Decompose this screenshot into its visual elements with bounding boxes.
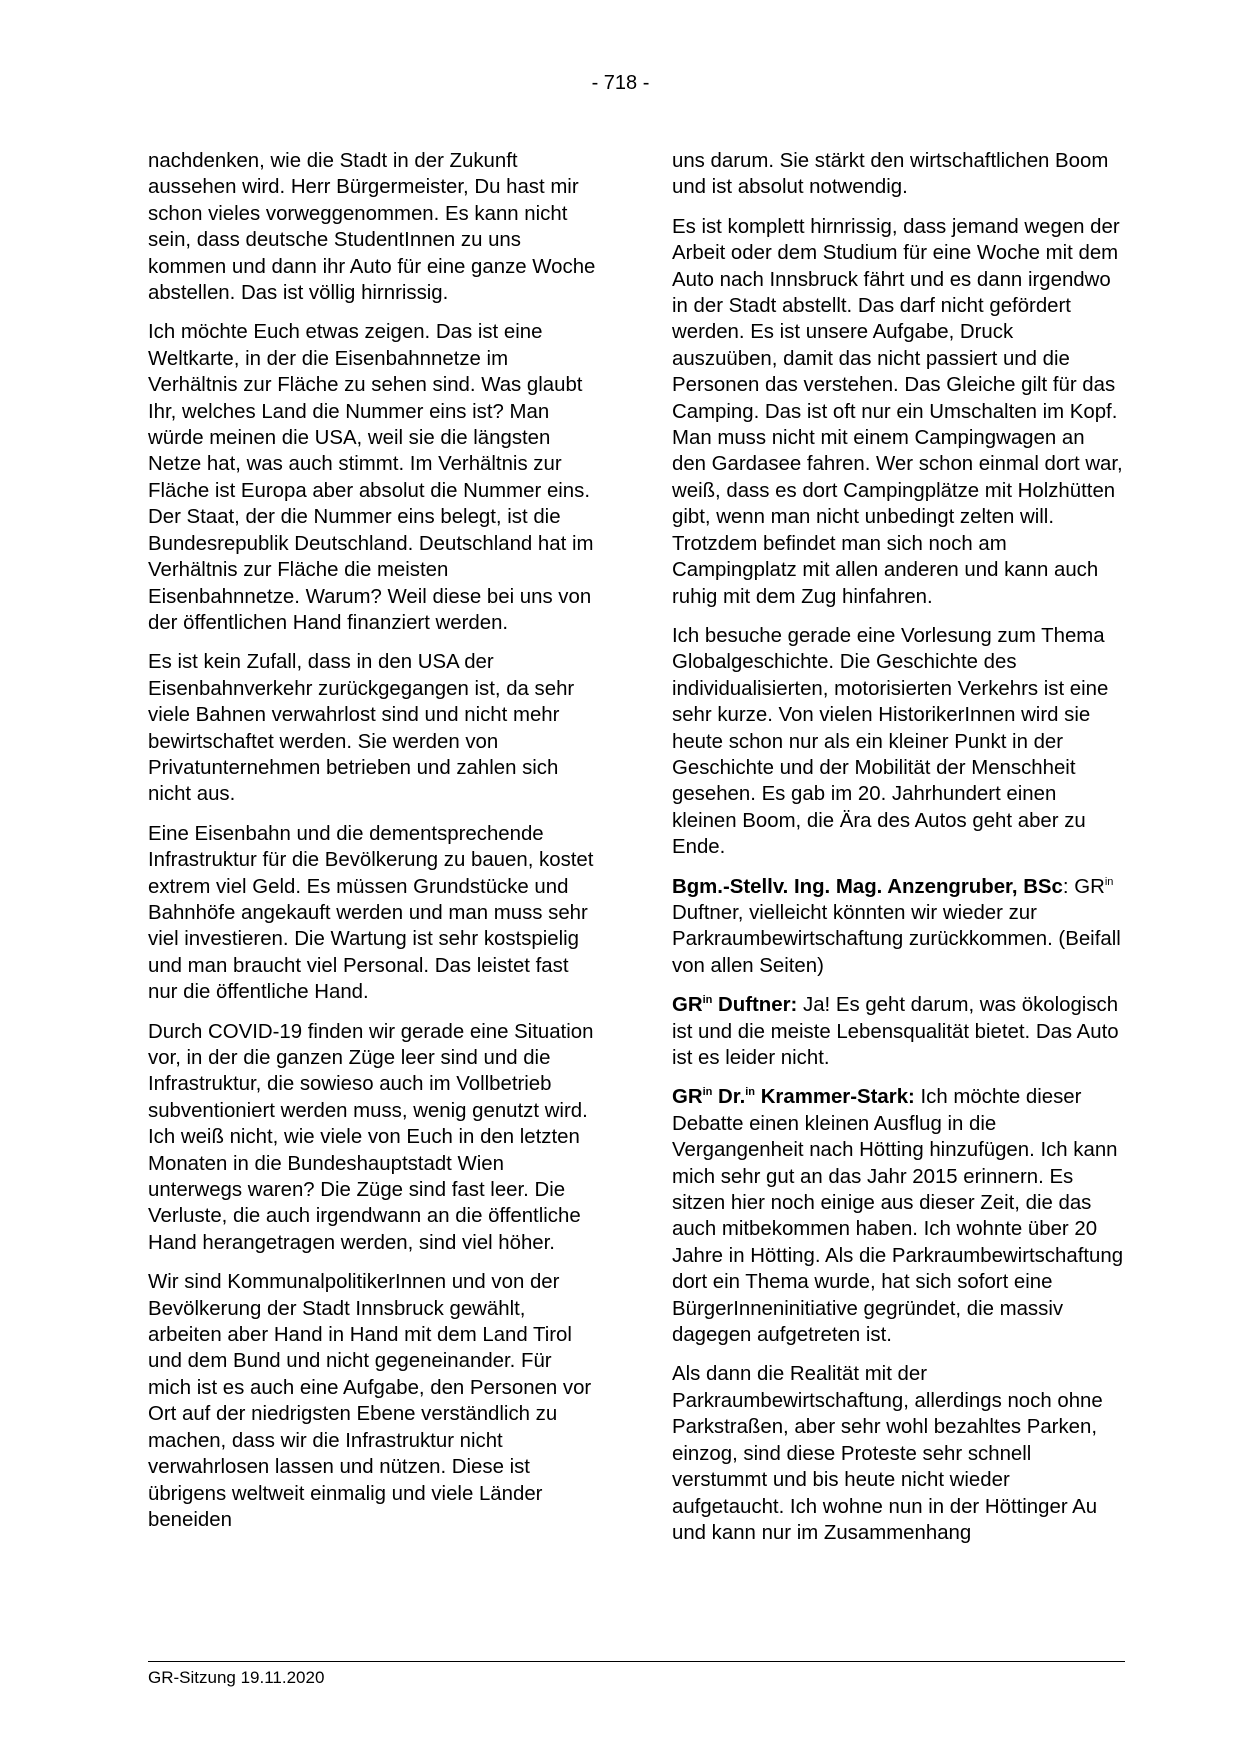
left-column (148, 148, 600, 1546)
paragraph: Als dann die Realität mit der Parkraumbewirtschaftung, allerdings noch ohne Parkstraßen, aber sehr wohl bezahltes Parken, einzog, sind diese Proteste sehr schnell verstummt und bis heute nicht wieder aufgetaucht. Ich wohne nun in der Höttinger Au und kann nur im Zusammenhang (672, 1363, 1103, 1544)
speech-anzengruber (672, 874, 1124, 980)
speaker-title: GR (672, 994, 703, 1017)
superscript: in (745, 1086, 756, 1099)
paragraph: nachdenken, wie die Stadt in der Zukunft aussehen wird. Herr Bürgermeister, Du hast mir schon vieles vorweggenommen. Es kann nicht sein, dass deutsche StudentInnen zu uns kommen und dann ihr Auto für eine ganze Woche abstellen. Das ist völlig hirnrissig. (148, 150, 596, 305)
superscript: in (1104, 875, 1114, 888)
paragraph: uns darum. Sie stärkt den wirtschaftlichen Boom und ist absolut notwendig. (672, 150, 1109, 199)
speech-text: GR (1074, 875, 1105, 898)
paragraph: Ich besuche gerade eine Vorlesung zum Thema Globalgeschichte. Die Geschichte des individualisierten, motorisierten Verkehrs ist eine sehr kurze. Von vielen HistorikerInnen wird sie heute schon nur als ein kleiner Punkt in der Geschichte und der Mobilität der Menschheit gesehen. Es gab im 20. Jahrhundert einen kleinen Boom, die Ära des Autos geht aber zu Ende. (672, 624, 1109, 859)
paragraph: Eine Eisenbahn und die dementsprechende Infrastruktur für die Bevölkerung zu bauen, kostet extrem viel Geld. Es müssen Grundstücke und Bahnhöfe angekauft werden und man muss sehr viel investieren. Die Wartung ist sehr kostspielig und man braucht viel Personal. Das leistet fast nur die öffentliche Hand. (148, 822, 594, 1004)
speaker-title: Dr. (712, 1086, 746, 1109)
paragraph: Wir sind KommunalpolitikerInnen und von der Bevölkerung der Stadt Innsbruck gewählt, arbeiten aber Hand in Hand mit dem Land Tirol und dem Bund und nicht gegeneinander. Für mich ist es auch eine Aufgabe, den Personen vor Ort auf der niedrigsten Ebene verständlich zu machen, dass wir die Infrastruktur nicht verwahrlosen lassen und nützen. Diese ist übrigens weltweit einmalig und viele Länder beneiden (148, 1271, 592, 1531)
paragraph: Es ist komplett hirnrissig, dass jemand wegen der Arbeit oder dem Studium für eine Woche mit dem Auto nach Innsbruck fährt und es dann irgendwo in der Stadt abstellt. Das darf nicht gefördert werden. Es ist unsere Aufgabe, Druck auszuüben, damit das nicht passiert und die Personen das verstehen. Das Gleiche gilt für das Camping. Das ist oft nur ein Umschalten im Kopf. Man muss nicht mit einem Campingwagen an den Gardasee fahren. Wer schon einmal dort war, weiß, dass es dort Campingplätze mit Holzhütten gibt, wenn man nicht unbedingt zelten will. Trotzdem befindet man sich noch am Campingplatz mit allen anderen und kann auch ruhig mit dem Zug hinfahren. (672, 215, 1123, 608)
speaker-name: Bgm.-Stellv. Ing. Mag. Anzengruber, BSc (672, 875, 1063, 898)
speaker-title: GR (672, 1086, 703, 1109)
footer-divider (148, 1661, 1125, 1662)
speech-text: Duftner, vielleicht könnten wir wieder zur Parkraumbewirtschaftung zurückkommen. (Beifall von allen Seiten) (672, 901, 1121, 977)
speaker-surname: Duftner: (712, 994, 798, 1017)
paragraph: Ich möchte Euch etwas zeigen. Das ist eine Weltkarte, in der die Eisenbahnnetze im Verhältnis zur Fläche zu sehen sind. Was glaubt Ihr, welches Land die Nummer eins ist? Man würde meinen die USA, weil sie die längsten Netze hat, was auch stimmt. Im Verhältnis zur Fläche ist Europa aber absolut die Nummer eins. Der Staat, der die Nummer eins belegt, ist die Bundesrepublik Deutschland. Deutschland hat im Verhältnis zur Fläche die meisten Eisenbahnnetze. Warum? Weil diese bei uns von der öffentlichen Hand finanziert werden. (148, 321, 594, 634)
right-column (672, 148, 1124, 1559)
speaker-surname: Krammer-Stark: (755, 1086, 915, 1109)
speech-duftner (672, 992, 1124, 1071)
footer-text: GR-Sitzung 19.11.2020 (148, 1668, 325, 1687)
speaker-name (672, 994, 797, 1016)
paragraph: Es ist kein Zufall, dass in den USA der Eisenbahnverkehr zurückgegangen ist, da sehr viele Bahnen verwahrlost sind und nicht mehr bewirtschaftet werden. Sie werden von Privatunternehmen betrieben und zahlen sich nicht aus. (148, 651, 575, 806)
paragraph: Durch COVID-19 finden wir gerade eine Situation vor, in der die ganzen Züge leer sind und die Infrastruktur, die sowieso auch im Vollbetrieb subventioniert werden muss, wenig genutzt wird. Ich weiß nicht, wie viele von Euch in den letzten Monaten in die Bundeshauptstadt Wien unterwegs waren? Die Züge sind fast leer. Die Verluste, die auch irgendwann an die öffentliche Hand herangetragen werden, sind viel höher. (148, 1020, 594, 1254)
superscript: in (702, 994, 713, 1007)
speech-krammer-stark (672, 1084, 1124, 1348)
page-number: - 718 - (591, 72, 650, 94)
speech-text: Ich möchte dieser Debatte einen kleinen Ausflug in die Vergangenheit nach Hötting hinzufügen. Ich kann mich sehr gut an das Jahr 2015 erinnern. Es sitzen hier noch einige aus dieser Zeit, die das auch mitbekommen haben. Ich wohnte über 20 Jahre in Hötting. Als die Parkraumbewirtschaftung dort ein Thema wurde, hat sich sofort eine BürgerInneninitiative gegründet, die massiv dagegen aufgetreten ist. (672, 1086, 1124, 1347)
speech-text: Ja! Es geht darum, was ökologisch ist und die meiste Lebensqualität bietet. Das Auto ist es leider nicht. (672, 994, 1119, 1069)
speaker-colon: : (1062, 875, 1069, 898)
speaker-name (672, 1086, 915, 1108)
superscript: in (702, 1086, 713, 1099)
